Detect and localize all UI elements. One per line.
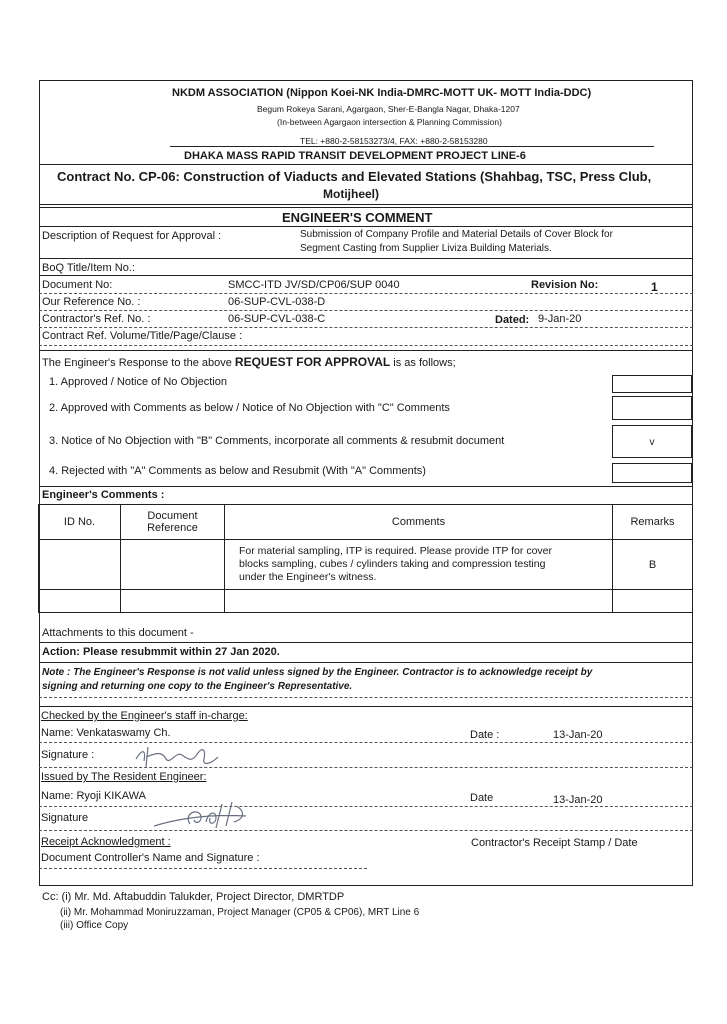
project-title: DHAKA MASS RAPID TRANSIT DEVELOPMENT PROJECT LINE-6 <box>184 150 526 162</box>
checked-date-value: 13-Jan-20 <box>553 729 603 741</box>
divider <box>39 830 693 831</box>
form-title: ENGINEER'S COMMENT <box>282 210 433 225</box>
col-id: ID No. <box>39 505 121 540</box>
divider <box>39 642 693 643</box>
revision-value: 1 <box>651 280 658 294</box>
response-heading: The Engineer's Response to the above REQUEST FOR APPROVAL is as follows; <box>42 355 456 369</box>
divider <box>39 486 693 487</box>
attachments-label: Attachments to this document - <box>42 627 194 639</box>
document-no-value: SMCC-ITD JV/SD/CP06/SUP 0040 <box>228 279 400 291</box>
cell-remark: B <box>613 540 693 590</box>
option-1-checkbox[interactable] <box>612 375 692 393</box>
table-row <box>39 590 693 613</box>
cell-docref <box>121 540 225 590</box>
divider <box>39 327 693 328</box>
description-value-2: Segment Casting from Supplier Liviza Building Materials. <box>300 243 552 254</box>
action-text: Action: Please resubmmit within 27 Jan 2020. <box>42 646 280 658</box>
checked-heading: Checked by the Engineer's staff in-charge: <box>41 710 248 722</box>
org-contact: TEL: +880-2-58153273/4, FAX: +880-2-58153280 <box>300 136 488 146</box>
table-header-row <box>39 505 693 540</box>
our-reference-value: 06-SUP-CVL-038-D <box>228 296 326 308</box>
cc-line-3: (iii) Office Copy <box>60 920 129 931</box>
divider <box>39 806 693 807</box>
option-1-label: 1. Approved / Notice of No Objection <box>49 376 227 388</box>
issued-heading: Issued by The Resident Engineer: <box>41 771 207 783</box>
divider <box>170 146 654 147</box>
cell-docref <box>121 590 225 613</box>
divider <box>39 706 693 707</box>
note-line-1: Note : The Engineer's Response is not valid unless signed by the Engineer. Contractor is to acknowledge receipt by <box>42 667 593 678</box>
issued-signature-image <box>150 798 270 834</box>
cc-line-2: (ii) Mr. Mohammad Moniruzzaman, Project Manager (CP05 & CP06), MRT Line 6 <box>60 907 420 918</box>
issued-date-value: 13-Jan-20 <box>553 794 603 806</box>
option-4-label: 4. Rejected with "A" Comments as below and Resubmit (With "A" Comments) <box>49 465 426 477</box>
contractor-ref-value: 06-SUP-CVL-038-C <box>228 313 326 325</box>
description-label: Description of Request for Approval : <box>42 230 222 242</box>
org-address-2: (In-between Agargaon intersection & Planning Commission) <box>277 117 502 127</box>
cell-comment: For material sampling, ITP is required. Please provide ITP for cover blocks sampling, cubes / cylinders taking and compression testing under the Engineer's witness. <box>225 540 613 590</box>
option-2-checkbox[interactable] <box>612 396 692 420</box>
controller-label: Document Controller's Name and Signature : <box>41 852 260 864</box>
divider <box>39 697 693 698</box>
divider <box>39 275 693 276</box>
divider <box>39 767 693 768</box>
checked-signature-label: Signature : <box>41 749 95 761</box>
document-no-label: Document No: <box>42 279 113 291</box>
divider <box>39 662 693 663</box>
our-reference-label: Our Reference No. : <box>42 296 141 308</box>
issued-date-label: Date <box>470 792 494 804</box>
col-remarks: Remarks <box>613 505 693 540</box>
cell-remark <box>613 590 693 613</box>
contract-line-2: Motijheel) <box>323 187 379 201</box>
divider <box>39 164 693 165</box>
revision-label: Revision No: <box>531 279 599 291</box>
receipt-heading: Receipt Acknowledgment : <box>41 836 171 848</box>
boq-label: BoQ Title/Item No.: <box>42 262 135 274</box>
checked-date-label: Date : <box>470 729 500 741</box>
comments-heading: Engineer's Comments : <box>42 489 165 501</box>
option-2-label: 2. Approved with Comments as below / Notice of No Objection with "C" Comments <box>49 402 450 414</box>
divider <box>39 868 367 869</box>
col-comments: Comments <box>225 505 613 540</box>
cell-id <box>39 540 121 590</box>
note-line-2: signing and returning one copy to the Engineer's Representative. <box>42 681 353 692</box>
divider <box>39 345 693 346</box>
contract-ref-volume-label: Contract Ref. Volume/Title/Page/Clause : <box>42 330 243 342</box>
option-3-checkbox[interactable]: v <box>612 425 692 458</box>
org-name: NKDM ASSOCIATION (Nippon Koei-NK India-DMRC-MOTT UK- MOTT India-DDC) <box>172 87 592 99</box>
col-document-reference: Document Reference <box>121 505 225 540</box>
dated-value: 9-Jan-20 <box>538 313 582 325</box>
contractor-ref-label: Contractor's Ref. No. : <box>42 313 151 325</box>
cc-line-1: Cc: (i) Mr. Md. Aftabuddin Talukder, Project Director, DMRTDP <box>42 891 345 903</box>
cell-comment <box>225 590 613 613</box>
checked-name: Name: Venkataswamy Ch. <box>41 727 171 739</box>
cell-id <box>39 590 121 613</box>
divider <box>39 350 693 351</box>
divider <box>39 258 693 259</box>
option-3-label: 3. Notice of No Objection with "B" Comments, incorporate all comments & resubmit document <box>49 435 505 447</box>
issued-name: Name: Ryoji KIKAWA <box>41 790 146 802</box>
divider <box>39 293 693 294</box>
table-row <box>39 540 693 590</box>
issued-signature-label: Signature <box>41 812 89 824</box>
divider <box>39 204 693 205</box>
option-4-checkbox[interactable] <box>612 463 692 483</box>
divider <box>39 310 693 311</box>
receipt-stamp-label: Contractor's Receipt Stamp / Date <box>471 837 638 849</box>
org-address-1: Begum Rokeya Sarani, Agargaon, Sher-E-Bangla Nagar, Dhaka-1207 <box>257 104 520 114</box>
comments-table <box>38 504 693 613</box>
contract-line-1: Contract No. CP-06: Construction of Viaducts and Elevated Stations (Shahbag, TSC, Press Club, <box>57 169 652 184</box>
dated-label: Dated: <box>495 314 530 326</box>
divider <box>39 207 693 208</box>
divider <box>39 226 693 227</box>
description-value-1: Submission of Company Profile and Material Details of Cover Block for <box>300 229 613 240</box>
